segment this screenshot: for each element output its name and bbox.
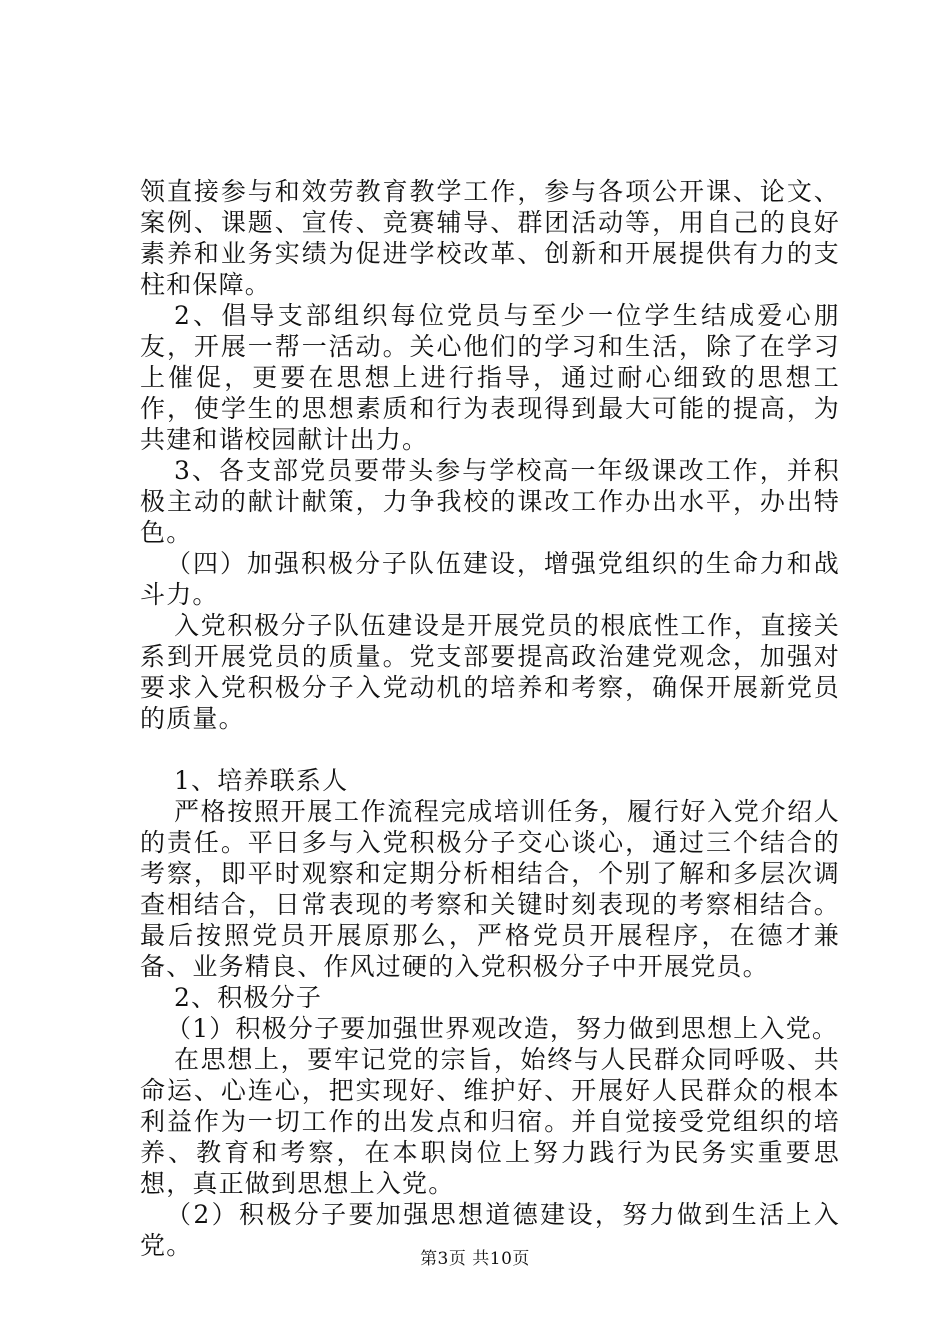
point-2-heading: （2）积极分子要加强思想道德建设，努力做到生活上入党。 <box>140 1200 840 1260</box>
paragraph-contact: 严格按照开展工作流程完成培训任务，履行好入党介绍人的责任。平日多与入党积极分子交心谈心，通过三个结合的考察，即平时观察和定期分析相结合，个别了解和多层次调查相结合，日常表现的考察和关键时刻表现的考察相结合。最后按照党员开展原那么，严格党员开展程序，在德才兼备、业务精良、作风过硬的入党积极分子中开展党员。 <box>140 797 840 981</box>
subheading-1: 1、培养联系人 <box>174 766 349 795</box>
subheading-2: 2、积极分子 <box>174 983 323 1012</box>
paragraph-thought: 在思想上，要牢记党的宗旨，始终与人民群众同呼吸、共命运、心连心，把实现好、维护好、开展好人民群众的根本利益作为一切工作的出发点和归宿。并自觉接受党组织的培养、教育和考察，在本职岗位上努力践行为民务实重要思想，真正做到思想上入党。 <box>140 1045 840 1198</box>
page-footer: 第3页 共10页 <box>420 1249 530 1269</box>
section-heading-4: （四）加强积极分子队伍建设，增强党组织的生命力和战斗力。 <box>140 549 840 609</box>
paragraph-continuation: 领直接参与和效劳教育教学工作，参与各项公开课、论文、案例、课题、宣传、竞赛辅导、群团活动等，用自己的良好素养和业务实绩为促进学校改革、创新和开展提供有力的支柱和保障。 <box>140 177 840 299</box>
document-body <box>140 176 840 1261</box>
paragraph-item-3: 3、各支部党员要带头参与学校高一年级课改工作，并积极主动的献计献策，力争我校的课改工作办出水平，办出特色。 <box>140 456 840 547</box>
paragraph-intro: 入党积极分子队伍建设是开展党员的根底性工作，直接关系到开展党员的质量。党支部要提高政治建党观念，加强对要求入党积极分子入党动机的培养和考察，确保开展新党员的质量。 <box>140 611 840 733</box>
paragraph-item-2: 2、倡导支部组织每位党员与至少一位学生结成爱心朋友，开展一帮一活动。关心他们的学习和生活，除了在学习上催促，更要在思想上进行指导，通过耐心细致的思想工作，使学生的思想素质和行为表现得到最大可能的提高，为共建和谐校园献计出力。 <box>140 301 840 454</box>
point-1-heading: （1）积极分子要加强世界观改造，努力做到思想上入党。 <box>166 1014 839 1043</box>
